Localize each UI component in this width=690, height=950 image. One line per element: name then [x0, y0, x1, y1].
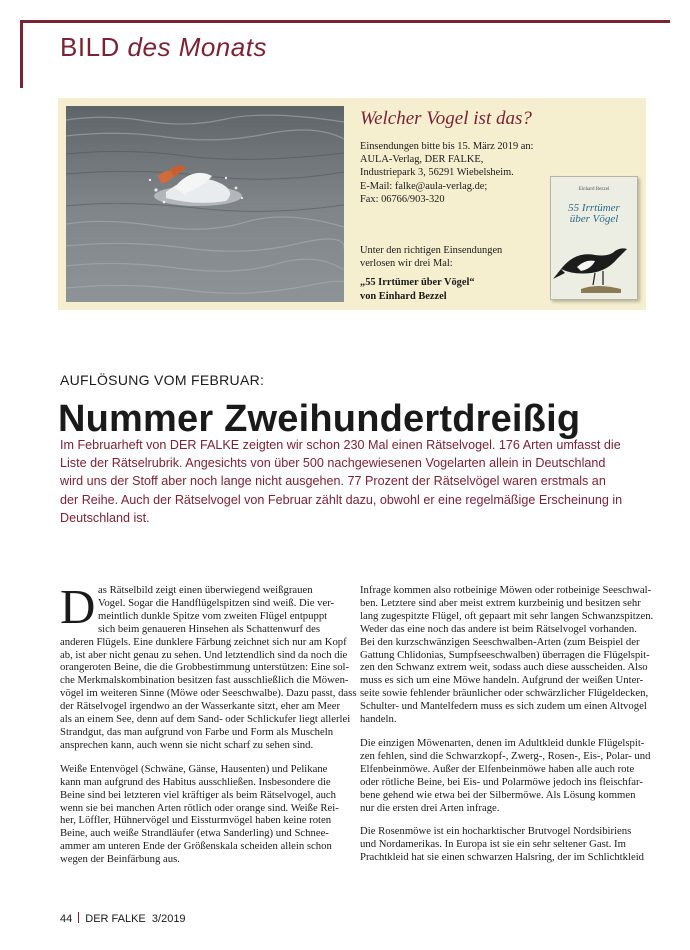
- section-header: [60, 32, 267, 63]
- text-line: Gattung Chlidonias, Sumpfseeschwalben) überragen die Flügelspit-: [360, 648, 650, 661]
- text-line: Vogel. Sogar die Handflügelspitzen sind weiß. Die ver-: [98, 596, 335, 609]
- quiz-info-line: Industriepark 3, 56291 Wiebelsheim.: [360, 167, 514, 179]
- text-line: nur die ersten drei Arten infrage.: [360, 801, 500, 814]
- text-line: ben. Letztere sind aber meist extrem kurzbeinig und besitzen sehr: [360, 596, 641, 609]
- text-line: Die einzigen Möwenarten, denen im Adultkleid dunkle Flügelspit-: [360, 736, 645, 749]
- text-line: zen den Schwanz extrem weit, sodass auch diese ausscheiden. Also: [360, 661, 648, 674]
- text-line: muss es sich um eine Möwe handeln. Aufgrund der weißen Unter-: [360, 674, 644, 687]
- text-line: her, Löffler, Hühnervögel und Eissturmvögel haben keine roten: [60, 814, 332, 827]
- text-line: vögel im weiteren Sinne (Möwe oder Seeschwalbe). Dazu passt, dass: [60, 687, 357, 700]
- text-line: lang zugespitzte Flügel, oft gepaart mit sehr langen Schwanzspitzen.: [360, 609, 654, 622]
- paragraph: [360, 584, 654, 726]
- book-cover: [550, 176, 638, 300]
- quiz-prize-info: [360, 244, 545, 303]
- lead-line: Im Februarheft von DER FALKE zeigten wir schon 230 Mal einen Rätselvogel. 176 Arten umfasst die: [60, 438, 621, 452]
- text-line: che Merkmalskombination besitzen fast ausschließlich die Möwen-: [60, 674, 349, 687]
- paragraph: [60, 763, 346, 866]
- text-line: Weder das eine noch das andere ist beim Rätselvogel vorhanden.: [360, 622, 637, 635]
- text-line: meintlich dunkle Spitze vom zweiten Flügel entpuppt: [98, 609, 328, 622]
- lead-line: wird uns der Stoff aber noch lange nicht ausgehen. 77 Prozent der Rätselvögel waren erstmals an: [60, 474, 606, 489]
- top-rule: [20, 20, 670, 23]
- text-line: Strandgut, das man aufgrund von Farbe und Form als Muscheln: [60, 725, 334, 738]
- text-line: als an einem See, denn auf dem Sand- oder Schlickufer liegt allerlei: [60, 713, 351, 726]
- page-number: 44: [60, 913, 73, 925]
- quiz-box: [58, 98, 646, 310]
- text-line: handeln.: [360, 713, 397, 726]
- lead-line: Liste der Rätselrubrik. Angesichts von über 500 nachgewiesenen Vogelarten allein in Deutschland: [60, 456, 606, 471]
- quiz-prize-line: von Einhard Bezzel: [360, 290, 447, 302]
- issue-number: 3/2019: [151, 913, 186, 925]
- text-line: der Rätselvogel irgendwo an der Wasserkante sitzt, eher am Meer: [60, 700, 341, 713]
- quiz-prize-line: „55 Irrtümer über Vögel“: [360, 277, 475, 289]
- footer-separator: [78, 912, 79, 923]
- quiz-prize-line: Unter den richtigen Einsendungen: [360, 245, 503, 256]
- text-line: orangeroten Beine, die die Grobbestimmung unterstützen: Eine sol-: [60, 661, 350, 674]
- quiz-prize-line: verlosen wir drei Mal:: [360, 258, 453, 270]
- body-column-left: [60, 579, 357, 866]
- text-line: Die Rosenmöwe ist ein hocharktischer Brutvogel Nordsibiriens: [360, 825, 632, 838]
- text-line: Weiße Entenvögel (Schwäne, Gänse, Hausenten) und Pelikane: [60, 762, 328, 775]
- text-line: Beine sind bei letzteren viel kräftiger als beim Rätselvogel, auch: [60, 788, 336, 801]
- text-line: kann man aufgrund des Habitus ausschließen. Insbesondere die: [60, 775, 331, 788]
- lead-line: der Reihe. Auch der Rätselvogel von Februar zählt dazu, obwohl er eine regelmäßige Erscheinung in: [60, 492, 623, 507]
- text-line: ammer am unteren Ende der Größenskala scheiden allein schon: [60, 840, 332, 853]
- magazine-name: DER FALKE: [85, 913, 146, 925]
- article-title: Nummer Zweihundertdreißig: [58, 398, 581, 440]
- quiz-info-line: E-Mail: falke@aula-verlag.de;: [360, 180, 488, 192]
- text-line: wenn sie bei manchen Arten rötlich oder orange sind. Weiße Rei-: [60, 801, 339, 814]
- section-header-bild: BILD: [60, 32, 120, 62]
- text-line: Bei den kurzschwänzigen Seeschwalben-Arten (zum Beispiel der: [360, 635, 640, 648]
- text-line: Prachtkleid hat sie einen schwarzen Halsring, der im Schlichtkleid: [360, 851, 645, 864]
- left-rule: [20, 20, 23, 88]
- bird-photo: [66, 106, 344, 302]
- text-line: Elfenbeinmöwe. Außer der Elfenbeinmöwe haben alle auch rote: [360, 762, 635, 775]
- body-column-right: [360, 584, 654, 864]
- article-kicker: AUFLÖSUNG VOM FEBRUAR:: [60, 372, 265, 388]
- quiz-info-line: Einsendungen bitte bis 15. März 2019 an:: [360, 141, 534, 152]
- lead-line: Deutschland ist.: [60, 510, 150, 525]
- book-author: Einhard Bezzel: [578, 187, 610, 192]
- bird-photo-image: [66, 106, 344, 302]
- magpie-illustration-icon: [551, 229, 637, 299]
- text-line: Schulter- und Mantelfedern muss es sich zudem um einen Altvogel: [360, 700, 647, 713]
- text-line: sich beim genaueren Hinsehen als Schattenwurf des: [98, 622, 320, 635]
- paragraph: [360, 825, 646, 864]
- article-lead: [60, 436, 650, 527]
- page-footer: [60, 912, 186, 925]
- quiz-submission-info: [360, 140, 545, 206]
- text-line: bene gehend wie etwa bei der Silbermöwe. Als Lösung kommen: [360, 788, 636, 801]
- text-line: ab, ist aber nicht genau zu sehen. Und letztendlich sind da noch die: [60, 648, 348, 661]
- paragraph: [60, 579, 357, 752]
- text-line: Beine, auch weiße Strandläufer (etwa Sanderling) und Schnee-: [60, 827, 329, 840]
- text-line: anderen Flügels. Eine dunklere Färbung zeichnet sich nur am Kopf: [60, 635, 347, 648]
- text-line: as Rätselbild zeigt einen überwiegend weißgrauen: [98, 584, 313, 596]
- text-line: und Nordamerikas. In Europa ist sie ein sehr seltener Gast. Im: [360, 838, 626, 851]
- text-line: zen fehlen, sind die Schwarzkopf-, Zwerg-, Rosen-, Eis-, Polar- und: [360, 749, 651, 762]
- quiz-info-line: Fax: 06766/903-320: [360, 193, 445, 205]
- book-title: 55 Irrtümer über Vögel: [568, 202, 620, 225]
- text-line: wegen der Beinfärbung aus.: [60, 853, 180, 866]
- text-line: Infrage kommen also rotbeinige Möwen oder rotbeinige Seeschwal-: [360, 584, 652, 596]
- section-header-des-monats: des Monats: [127, 32, 267, 62]
- quiz-info-line: AULA-Verlag, DER FALKE,: [360, 154, 484, 166]
- text-line: seite sowie fehlender bräunlicher oder schwärzlicher Flügeldecken,: [360, 687, 649, 700]
- text-line: oder rötliche Beine, bei Eis- und Polarmöwe jedoch ins fleischfar-: [360, 775, 643, 788]
- text-line: ansprechen kann, auch wenn sie nicht scharf zu sehen sind.: [60, 738, 314, 751]
- drop-cap: D: [60, 579, 96, 634]
- quiz-title: Welcher Vogel ist das?: [360, 108, 532, 129]
- paragraph: [360, 736, 651, 814]
